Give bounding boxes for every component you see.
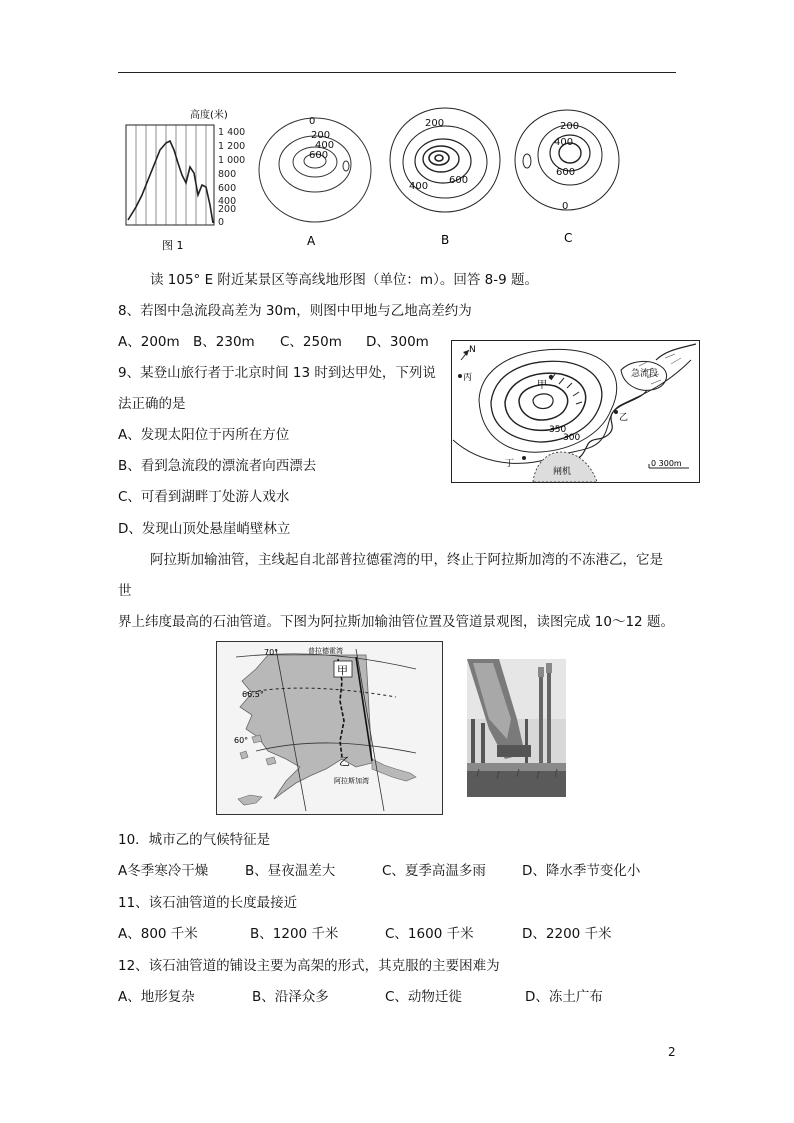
profile-tick: 400 — [218, 196, 237, 207]
q9-stem-line1: 9、某登山旅行者于北京时间 13 时到达甲处，下列说 — [118, 365, 436, 381]
alaska-pipeline-map — [216, 641, 443, 815]
q12-stem: 12、该石油管道的铺设主要为高架的形式，其克服的主要困难为 — [118, 958, 500, 974]
label-jiliu: 急流段 — [631, 369, 659, 379]
contour-label: 200 — [560, 121, 580, 132]
q9-stem-line2: 法正确的是 — [118, 396, 186, 412]
q11-stem: 11、该石油管道的长度最接近 — [118, 895, 298, 911]
q8-option-b: B、230m — [193, 334, 255, 350]
elevation-profile-figure — [118, 105, 253, 255]
q11-option-d: D、2200 千米 — [522, 926, 612, 942]
label-bing: 丙 — [463, 373, 473, 383]
scenic-contour-map — [451, 340, 700, 483]
contour-map-a — [255, 110, 380, 250]
alaska-label-gulf: 阿拉斯加湾 — [334, 777, 369, 785]
profile-gridlines — [136, 125, 206, 225]
scale-label: 0 300m — [651, 459, 682, 468]
q10-option-c: C、夏季高温多雨 — [382, 863, 486, 879]
label-zhaji: 闸机 — [553, 467, 572, 477]
q9-option-a: A、发现太阳位于丙所在方位 — [118, 427, 290, 443]
contour-label: 600 — [449, 175, 469, 186]
contour-label: 200 — [311, 130, 331, 141]
contour-label: 600 — [309, 150, 329, 161]
contour-label: 400 — [554, 137, 574, 148]
passage-line3: 界上纬度最高的石油管道。下图为阿拉斯加输油管位置及管道景观图，读图完成 10～12 题。 — [118, 614, 674, 630]
passage-line1: 阿拉斯加输油管，主线起自北部普拉德霍湾的甲，终止于阿拉斯加湾的不冻港乙，它是 — [150, 552, 663, 568]
profile-tick: 800 — [218, 169, 237, 180]
contour-label: 400 — [409, 181, 429, 192]
contour-label: 600 — [556, 167, 576, 178]
alaska-label-665: 66.5° — [242, 690, 264, 699]
label-jia: 甲 — [537, 380, 547, 391]
intro-8-9: 读 105° E 附近某景区等高线地形图（单位：m）。回答 8-9 题。 — [150, 272, 538, 288]
profile-tick: 600 — [218, 183, 237, 194]
profile-ylabel: 高度(米) — [190, 110, 228, 121]
q9-option-c: C、可看到湖畔丁处游人戏水 — [118, 489, 290, 505]
map-c-caption: C — [564, 231, 573, 245]
label-ding: 丁 — [505, 459, 515, 469]
q10-option-b: B、昼夜温差大 — [245, 863, 336, 879]
q8-option-a: A、200m — [118, 334, 180, 350]
q12-option-b: B、沿泽众多 — [252, 989, 329, 1005]
label-yi: 乙 — [619, 413, 629, 423]
alaska-label-70: 70° — [264, 648, 279, 657]
q11-option-a: A、800 千米 — [118, 926, 198, 942]
profile-tick: 1 400 — [218, 127, 246, 138]
header-rule — [118, 72, 676, 73]
q10-stem: 10．城市乙的气候特征是 — [118, 832, 271, 848]
contour-map-b — [385, 105, 510, 250]
pipeline-photo — [467, 659, 566, 797]
contour-label: 0 — [562, 201, 569, 212]
north-label: N — [469, 345, 476, 355]
q12-option-c: C、动物迁徙 — [385, 989, 462, 1005]
page-number: 2 — [668, 1045, 676, 1059]
alaska-label-yi: 乙 — [339, 755, 350, 768]
label-350: 350 — [549, 425, 567, 435]
contour-label: 400 — [315, 140, 335, 151]
q12-option-d: D、冻土广布 — [525, 989, 603, 1005]
q11-option-c: C、1600 千米 — [385, 926, 474, 942]
alaska-label-prudhoe: 普拉德霍湾 — [308, 647, 343, 655]
contour-label: 0 — [309, 116, 316, 127]
alaska-label-jia: 甲 — [337, 664, 348, 677]
profile-tick: 200 — [218, 204, 237, 215]
alaska-label-60: 60° — [234, 736, 249, 745]
map-a-caption: A — [307, 234, 316, 248]
q12-option-a: A、地形复杂 — [118, 989, 195, 1005]
contour-label: 200 — [425, 118, 445, 129]
passage-line2: 世 — [118, 583, 132, 599]
q8-stem: 8、若图中急流段高差为 30m，则图中甲地与乙地高差约为 — [118, 303, 472, 319]
contour-map-c — [510, 105, 625, 245]
q8-option-c: C、250m — [280, 334, 342, 350]
profile-tick: 1 200 — [218, 141, 246, 152]
map-b-caption: B — [441, 233, 450, 247]
q9-option-b: B、看到急流段的漂流者向西漂去 — [118, 458, 317, 474]
label-300: 300 — [563, 433, 581, 443]
q10-option-d: D、降水季节变化小 — [522, 863, 641, 879]
profile-tick: 1 000 — [218, 155, 246, 166]
q10-option-a: A冬季寒冷干燥 — [118, 863, 209, 879]
profile-caption: 图 1 — [162, 239, 184, 252]
q9-option-d: D、发现山顶处悬崖峭壁林立 — [118, 521, 291, 537]
profile-tick: 0 — [218, 217, 225, 228]
profile-curve — [128, 141, 213, 223]
q8-option-d: D、300m — [366, 334, 429, 350]
q11-option-b: B、1200 千米 — [250, 926, 339, 942]
